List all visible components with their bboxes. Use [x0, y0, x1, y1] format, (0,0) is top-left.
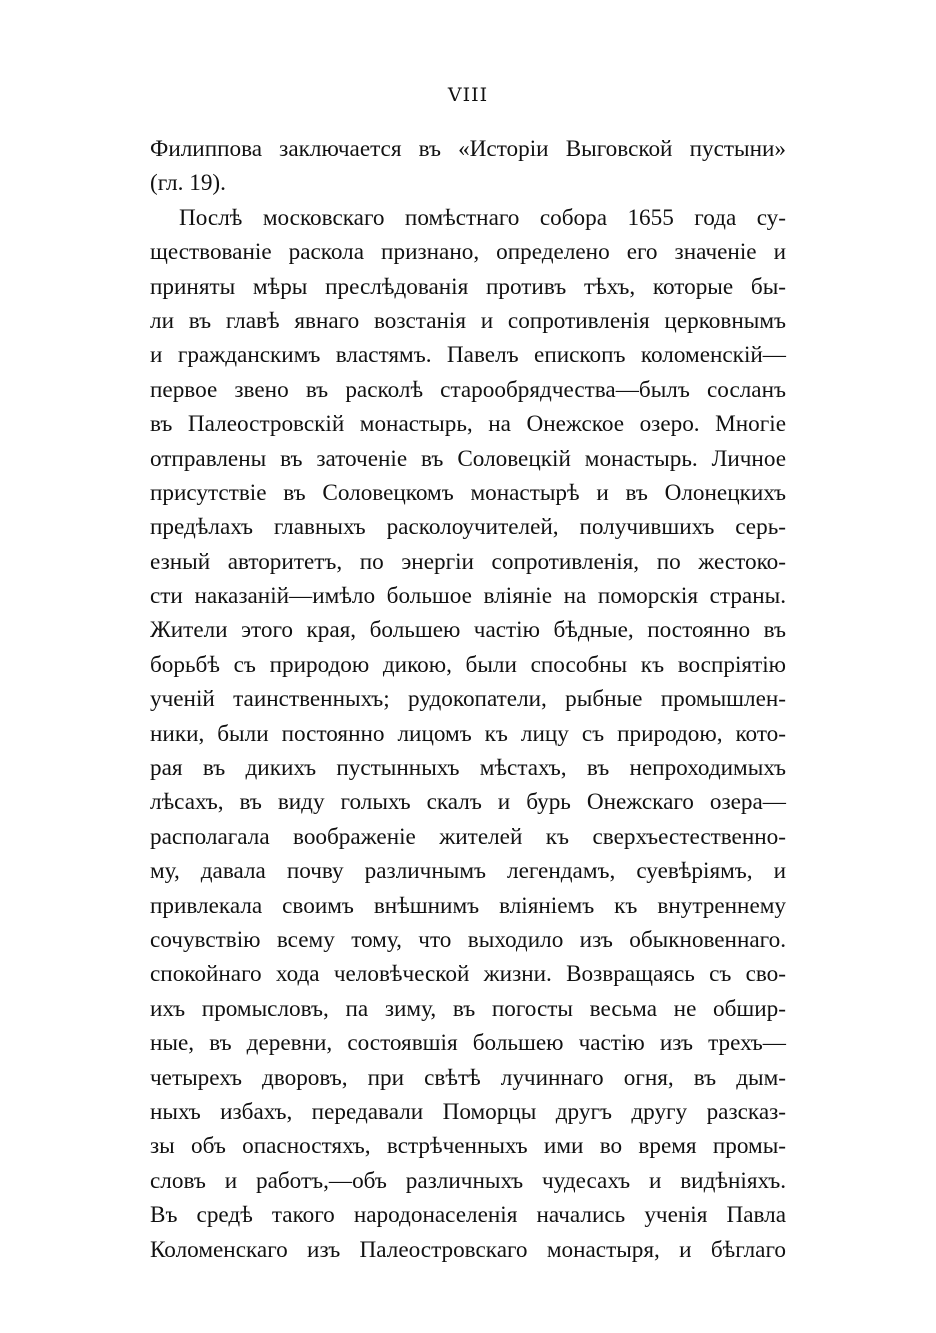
text-line: и гражданскимъ властямъ. Павелъ епископъ коломенскій—	[150, 342, 786, 369]
text-line: Послѣ московскаго помѣстнаго собора 1655 года су-	[179, 204, 786, 231]
text-line: въ Палеостровскій монастырь, на Онежское озеро. Многіе	[150, 411, 786, 438]
text-line: рая въ дикихъ пустынныхъ мѣстахъ, въ непроходимыхъ	[150, 755, 786, 782]
text-line: Коломенскаго изъ Палеостровскаго монастыря, и бѣглаго	[150, 1236, 786, 1263]
text-line: ществованіе раскола признано, определено его значеніе и	[150, 239, 786, 266]
text-line: спокойнаго хода человѣческой жизни. Возвращаясь съ сво-	[150, 961, 786, 988]
text-line: ученій таинственныхъ; рудокопатели, рыбные промышлен-	[150, 686, 786, 713]
text-line: предѣлахъ главныхъ расколоучителей, получившихъ серь-	[150, 514, 786, 541]
text-line: (гл. 19).	[150, 170, 226, 197]
text-line: ли въ главѣ явнаго возстанія и сопротивленія церковнымъ	[150, 307, 786, 334]
body-text	[150, 132, 786, 1267]
text-line: ные, въ деревни, состоявшія большею частію изъ трехъ—	[150, 1030, 786, 1057]
text-line: зы объ опасностяхъ, встрѣченныхъ ими во время промы-	[150, 1133, 786, 1160]
text-line: лѣсахъ, въ виду голыхъ скалъ и бурь Онежскаго озера—	[150, 789, 786, 816]
text-line: ныхъ избахъ, передавали Поморцы другъ другу разсказ-	[150, 1098, 786, 1125]
text-line: езный авторитетъ, по энергіи сопротивленія, по жестоко-	[150, 548, 786, 575]
text-line: му, давала почву различнымъ легендамъ, суевѣріямъ, и	[150, 858, 786, 885]
text-line: привлекала своимъ внѣшнимъ вліяніемъ къ внутреннему	[150, 892, 786, 919]
text-line: четырехъ дворовъ, при свѣтѣ лучиннаго огня, въ дым-	[150, 1064, 786, 1091]
text-line: располагала воображеніе жителей къ сверхъестественно-	[150, 823, 786, 850]
text-line: Въ средѣ такого народонаселенія начались ученія Павла	[150, 1202, 786, 1229]
text-line: ихъ промысловъ, па зиму, въ погосты весьма не обшир-	[150, 995, 786, 1022]
text-line: первое звено въ расколѣ старообрядчества—былъ сосланъ	[150, 376, 786, 403]
text-line: присутствіе въ Соловецкомъ монастырѣ и въ Олонецкихъ	[150, 479, 786, 506]
text-line: Филиппова заключается въ «Исторіи Выговской пустыни»	[150, 136, 786, 162]
text-line: борьбѣ съ природою дикою, были способны къ воспріятію	[150, 651, 786, 678]
page-number: VIII	[447, 84, 489, 106]
text-line: словъ и работъ,—объ различныхъ чудесахъ и видѣніяхъ.	[150, 1167, 786, 1194]
text-line: Жители этого края, большею частію бѣдные, постоянно въ	[150, 617, 786, 644]
text-line: сти наказаній—имѣло большое вліяніе на поморскія страны.	[150, 583, 786, 610]
text-line: сочувствію всему тому, что выходило изъ обыкновеннаго.	[150, 926, 786, 953]
text-line: ники, были постоянно лицомъ къ лицу съ природою, кото-	[150, 720, 786, 747]
text-line: приняты мѣры преслѣдованія противъ тѣхъ, которые бы-	[150, 273, 786, 300]
text-line: отправлены въ заточеніе въ Соловецкій монастырь. Личное	[150, 445, 786, 472]
